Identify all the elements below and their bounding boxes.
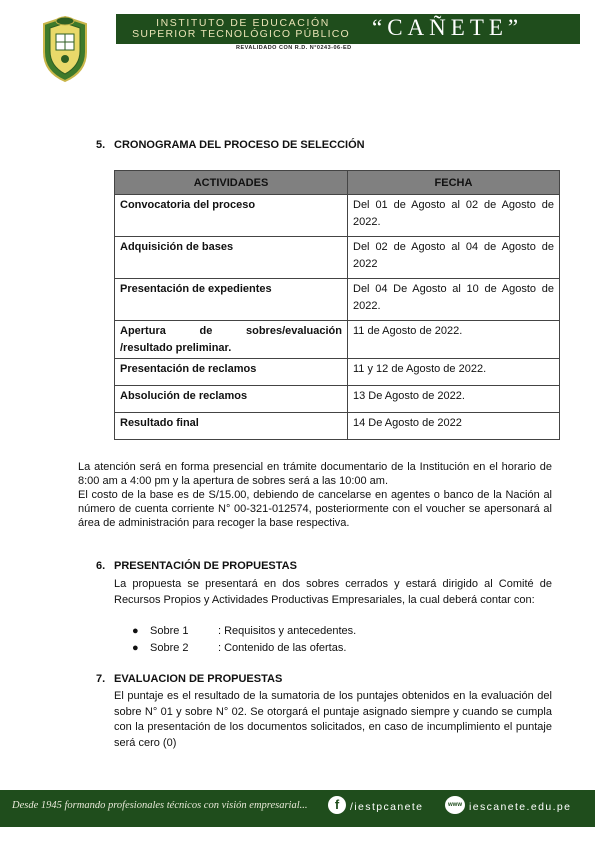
table-row (115, 386, 560, 413)
activity-word-3: sobres/evaluación (246, 325, 342, 337)
revalidation-note: REVALIDADO CON R.D. N°0243-06-ED (236, 45, 352, 51)
activity-cell: Absolución de reclamos (115, 386, 348, 413)
institute-line2: SUPERIOR TECNOLÓGICO PÚBLICO (132, 28, 350, 40)
date-cell: Del 02 de Agosto al 04 de Agosto de 2022 (348, 237, 560, 279)
activity-cell: Resultado final (115, 413, 348, 440)
column-header-fecha: FECHA (348, 171, 560, 195)
activity-cell (115, 321, 348, 359)
section5-title: CRONOGRAMA DEL PROCESO DE SELECCIÓN (114, 139, 365, 151)
bullet-desc: : Requisitos y antecedentes. (218, 625, 357, 637)
date-cell: 11 y 12 de Agosto de 2022. (348, 359, 560, 386)
table-row (115, 413, 560, 440)
facebook-handle: /iestpcanete (350, 801, 424, 813)
schedule-table (114, 170, 560, 440)
cost-paragraph: El costo de la base es de S/15.00, debiendo de cancelarse en agentes o banco de la Nación al número de cuenta corriente N° 00-321-012574, posteriormente con el voucher se apersonará al área de administración para recoger la base respectiva. (78, 489, 552, 529)
date-cell: 11 de Agosto de 2022. (348, 321, 560, 359)
activity-cell: Presentación de expedientes (115, 279, 348, 321)
section6-number: 6. (96, 560, 106, 572)
section7-number: 7. (96, 673, 106, 685)
date-cell: Del 04 De Agosto al 10 de Agosto de 2022. (348, 279, 560, 321)
column-header-actividades: ACTIVIDADES (115, 171, 348, 195)
date-cell: Del 01 de Agosto al 02 de Agosto de 2022. (348, 195, 560, 237)
date-cell: 13 De Agosto de 2022. (348, 386, 560, 413)
table-row (115, 195, 560, 237)
table-row (115, 321, 560, 359)
table-row (115, 237, 560, 279)
activity-cell: Adquisición de bases (115, 237, 348, 279)
section5-number: 5. (96, 139, 106, 151)
www-icon (445, 796, 465, 814)
bullet-dot: ● (132, 625, 139, 637)
activity-cell: Convocatoria del proceso (115, 195, 348, 237)
facebook-glyph: f (334, 797, 340, 812)
institute-name: “CAÑETE” (372, 15, 524, 40)
www-glyph: www (447, 802, 462, 808)
date-cell: 14 De Agosto de 2022 (348, 413, 560, 440)
table-row (115, 359, 560, 386)
section6-title: PRESENTACIÓN DE PROPUESTAS (114, 560, 297, 572)
bullet-label: Sobre 1 (150, 625, 189, 637)
activity-cell: Presentación de reclamos (115, 359, 348, 386)
footer-slogan: Desde 1945 formando profesionales técnicos con visión empresarial... (12, 800, 308, 811)
table-row (115, 279, 560, 321)
bullet-label: Sobre 2 (150, 642, 189, 654)
section6-text: La propuesta se presentará en dos sobres cerrados y estará dirigido al Comité de Recursos Propios y Actividades Productivas Empresariales, la cual deberá contar con: (114, 578, 552, 606)
activity-word-1: Apertura (120, 325, 166, 337)
website-url: iescanete.edu.pe (469, 801, 572, 813)
table-header-row (115, 171, 560, 195)
activity-line-2: /resultado preliminar. (120, 341, 232, 354)
activity-word-2: de (199, 325, 213, 337)
institute-logo (40, 14, 90, 84)
section7-text: El puntaje es el resultado de la sumatoria de los puntajes obtenidos en la evaluación del sobre N° 01 y sobre N° 02. Se otorgará el puntaje asignado siempre y cuando se cumpla con la presentación de los documentos solicitados, en caso de incumplimiento el puntaje será cero (0) (114, 690, 552, 749)
bullet-dot: ● (132, 642, 139, 654)
bullet-desc: : Contenido de las ofertas. (218, 642, 347, 654)
attention-paragraph: La atención será en forma presencial en trámite documentario de la Institución en el horario de 8:00 am a 4:00 pm y la apertura de sobres será a las 10:00 am. (78, 461, 552, 487)
facebook-icon (328, 796, 346, 814)
section7-title: EVALUACION DE PROPUESTAS (114, 673, 283, 685)
institute-line1: INSTITUTO DE EDUCACIÓN (156, 17, 330, 29)
